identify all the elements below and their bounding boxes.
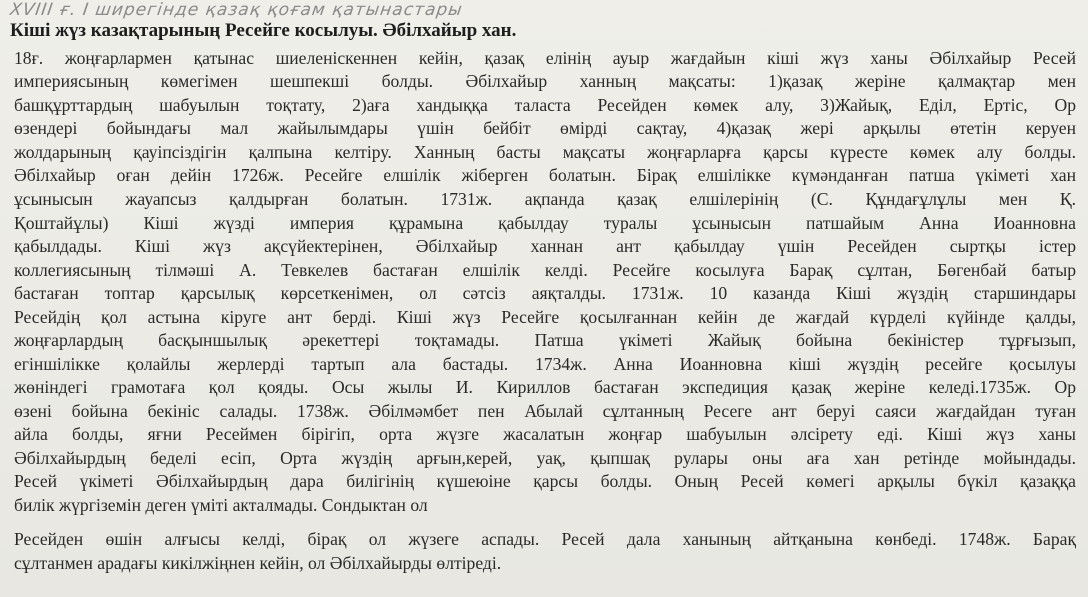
text-line: Әбілхайырдың беделі есіп, Орта жүздің арғын,керей, уақ, қыпшақ рулары оны аға хан ретінде мойындады.	[14, 448, 1076, 468]
handwritten-note: XVIII ғ. I ширегінде қазақ қоғам қатынастары	[8, 0, 465, 20]
text-line: жолдарының қауіпсіздігін қалпына келтіру. Ханның басты мақсаты жоңғарларға қарсы күресте көмек алу болды.	[14, 142, 1076, 162]
text-line: егіншілікке қолайлы жерлерді тартып ала бастады. 1734ж. Анна Иоанновна кіші жүздің ресейге қосылуы	[14, 354, 1076, 374]
text-line: өзені бойына бекініс салады. 1738ж. Әбілмәмбет пен Абылай сұлтанның Ресеге ант беруі саяси жағдайдан туған	[14, 401, 1076, 421]
text-line: коллегиясының тілмәші А. Тевкелев бастаған елшілік келді. Ресейге косылуға Барақ сұлтан, Бөгенбай батыр	[14, 260, 1076, 280]
text-line: Ресейден өшін алғысы келді, бірақ ол жүзеге аспады. Ресей дала ханының айтқанына көнбеді. 1748ж. Барақ	[14, 529, 1076, 549]
text-line: империясының көмегімен шешпекші болды. Әбілхайыр ханның мақсаты: 1)қазақ жеріне қалмақтар мен	[14, 71, 1076, 91]
text-line: Қоштайұлы) Кіші жүзді империя құрамына қабылдау туралы ұсынысын патшайым Анна Иоанновна	[14, 213, 1076, 233]
text-line: сұлтанмен арадағы кикілжіңнен кейін, ол Әбілхайырды өлтіреді.	[14, 553, 502, 573]
text-line: ұсынысын жауапсыз қалдырған болатын. 1731ж. ақпанда қазақ елшілерінің (С. Құндағұлұлы мен Қ.	[14, 189, 1076, 209]
page-title: Кіші жүз казақтарының Ресейге косылуы. Әбілхайыр хан.	[10, 20, 517, 41]
text-line: башқұрттардың шабуылын тоқтату, 2)аға хандыққа таласта Ресейден көмек алу, 3)Жайық, Еділ, Ертіс, Ор	[14, 95, 1076, 115]
text-line: 18ғ. жоңғарлармен қатынас шиеленіскеннен кейін, қазақ елінің ауыр жағдайын кіші жүз ханы Әбілхайыр Ресей	[14, 48, 1076, 68]
text-line: билік жүргіземін деген үміті акталмады. Сондыктан ол	[14, 495, 428, 515]
text-line: қабылдады. Кіші жүз ақсүйектерінен, Әбілхайыр ханнан ант қабылдау үшін Ресейден сыртқы істер	[14, 236, 1076, 256]
text-line: Ресей үкіметі Әбілхайырдың дара билігінің күшеюіне қарсы болды. Оның Ресей көмегі арқылы бүкіл қазаққа	[14, 471, 1076, 491]
text-line: жөніндегі грамотаға қол қояды. Осы жылы И. Кириллов бастаған экспедиция қазақ жеріне келеді.1735ж. Ор	[14, 377, 1076, 397]
text-line: Әбілхайыр оған дейін 1726ж. Ресейге елшілік жіберген болатын. Бірақ елшілікке күмәнданған патша үкіметі хан	[14, 165, 1076, 185]
text-line: айла болды, яғни Ресеймен бірігіп, орта жүзге жасалатын жоңғар шабуылын әлсірету еді. Кіші жүз ханы	[14, 424, 1076, 444]
text-line: Ресейдің қол астына кіруге ант берді. Кіші жүз Ресейге қосылғаннан кейін де жағдай күрделі күйінде қалды,	[14, 307, 1076, 327]
text-line: бастаған топтар қарсылық көрсеткенімен, ол сәтсіз аяқталды. 1731ж. 10 казанда Кіші жүздің старшиндары	[14, 283, 1076, 303]
text-line: жоңғарлардың басқыншылық әрекеттері тоқтамады. Патша үкіметі Жайық бойына бекіністер тұрғызып,	[14, 330, 1076, 350]
text-line: өзендері бойындағы мал жайылымдары үшін бейбіт өмірді сақтау, 4)қазақ жері арқылы өтетін керуен	[14, 118, 1076, 138]
